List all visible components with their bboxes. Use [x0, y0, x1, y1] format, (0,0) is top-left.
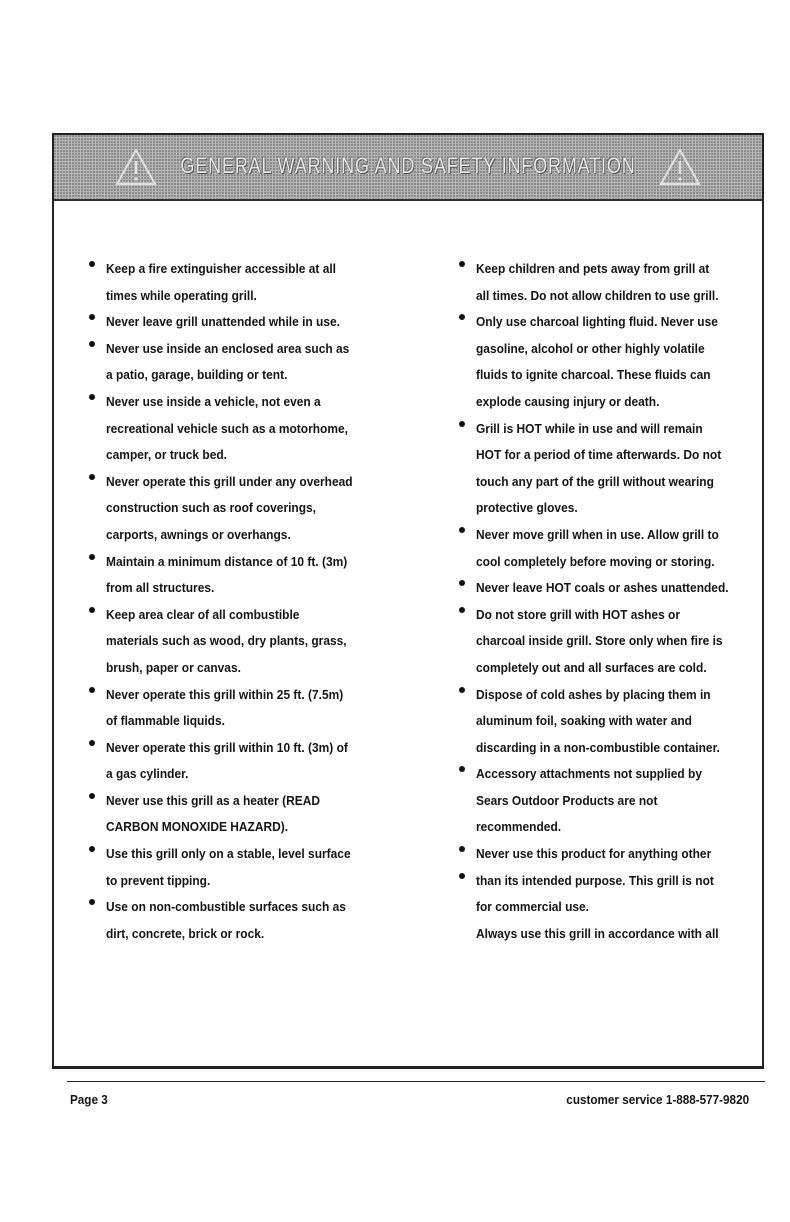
safety-item-text: Never use inside a vehicle, not even a recreational vehicle such as a motorhome, camper, or truck bed. — [106, 393, 348, 463]
safety-item-text: Never use this product for anything other — [476, 846, 712, 862]
safety-item — [86, 682, 386, 735]
safety-item — [456, 575, 756, 602]
bullet-icon — [89, 341, 95, 347]
safety-item — [456, 841, 756, 868]
safety-item-text: Keep children and pets away from grill at all times. Do not allow children to use grill. — [476, 261, 719, 303]
left-safety-list — [86, 256, 386, 947]
safety-item — [456, 602, 756, 682]
safety-item-text: Keep a fire extinguisher accessible at all times while operating grill. — [106, 261, 337, 303]
safety-info-panel — [52, 133, 764, 1069]
safety-item-text: Use this grill only on a stable, level surface to prevent tipping. — [106, 846, 351, 888]
safety-item — [86, 336, 386, 389]
bullet-icon — [89, 261, 95, 267]
safety-item-text: Never operate this grill within 10 ft. (3m) of a gas cylinder. — [106, 739, 348, 782]
safety-item — [456, 309, 756, 415]
safety-item — [86, 841, 386, 894]
safety-item — [456, 522, 756, 575]
bullet-icon — [89, 846, 95, 852]
bullet-icon — [89, 394, 95, 400]
bullet-icon — [459, 687, 465, 693]
safety-item — [456, 761, 756, 841]
bullet-icon — [459, 314, 465, 320]
customer-service-phone: customer service 1-888-577-9820 — [566, 1092, 749, 1107]
safety-item-text: than its intended purpose. This grill is not for commercial use. — [476, 872, 714, 915]
safety-item — [86, 309, 386, 336]
bullet-icon — [459, 580, 465, 586]
right-safety-list — [456, 256, 756, 947]
safety-item — [456, 256, 756, 309]
bullet-icon — [89, 740, 95, 746]
safety-item-text: Grill is HOT while in use and will remain HOT for a period of time afterwards. Do not touch any part of the grill without wearing protective gloves. — [476, 420, 722, 516]
bullet-icon — [459, 527, 465, 533]
safety-item-text: Maintain a minimum distance of 10 ft. (3m) from all structures. — [106, 553, 348, 596]
bullet-icon — [459, 873, 465, 879]
bullet-icon — [89, 314, 95, 320]
safety-item — [456, 921, 756, 948]
safety-item — [86, 469, 386, 549]
safety-item — [456, 416, 756, 522]
bullet-icon — [459, 607, 465, 613]
safety-item-text: Dispose of cold ashes by placing them in aluminum foil, soaking with water and discarding in a non-combustible container. — [476, 686, 720, 755]
bullet-icon — [459, 261, 465, 267]
safety-item-text: Never leave HOT coals or ashes unattended. — [476, 580, 729, 596]
safety-item — [86, 256, 386, 309]
bullet-icon — [89, 554, 95, 560]
safety-item-text: Never leave grill unattended while in use. — [106, 314, 340, 330]
safety-item-text: Never use this grill as a heater (READ CARBON MONOXIDE HAZARD). — [106, 792, 321, 835]
banner-title: GENERAL WARNING AND SAFETY INFORMATION — [180, 153, 636, 178]
safety-item — [456, 868, 756, 921]
safety-item-text: Never use inside an enclosed area such as a patio, garage, building or tent. — [106, 340, 350, 383]
safety-item — [86, 389, 386, 469]
bullet-icon — [459, 766, 465, 772]
bullet-icon — [89, 687, 95, 693]
safety-item-text: Accessory attachments not supplied by Sears Outdoor Products are not recommended. — [476, 766, 702, 835]
safety-item — [86, 735, 386, 788]
warning-triangle-icon — [658, 147, 702, 187]
safety-item-text: Do not store grill with HOT ashes or charcoal inside grill. Store only when fire is completely out and all surfaces are cold. — [476, 606, 723, 675]
bullet-icon — [459, 846, 465, 852]
safety-item-text: Use on non-combustible surfaces such as dirt, concrete, brick or rock. — [106, 899, 346, 941]
bullet-icon — [459, 421, 465, 427]
bullet-icon — [89, 899, 95, 905]
safety-item — [86, 788, 386, 841]
bullet-icon — [89, 474, 95, 480]
safety-item — [86, 549, 386, 602]
page-number: Page 3 — [70, 1092, 108, 1107]
safety-item-text: Always use this grill in accordance with all — [476, 925, 719, 941]
safety-item-text: Only use charcoal lighting fluid. Never use gasoline, alcohol or other highly volatile fluids to ignite charcoal. These fluids can explode causing injury or death. — [476, 314, 718, 409]
bullet-icon — [89, 607, 95, 613]
safety-item-text: Never move grill when in use. Allow grill to cool completely before moving or storing. — [476, 526, 719, 569]
footer-divider — [67, 1081, 765, 1082]
safety-item — [86, 602, 386, 682]
safety-item — [86, 894, 386, 947]
safety-item — [456, 682, 756, 762]
safety-item-text: Never operate this grill under any overhead construction such as roof coverings, carports, awnings or overhangs. — [106, 473, 353, 542]
safety-item-text: Never operate this grill within 25 ft. (7.5m) of flammable liquids. — [106, 686, 344, 729]
bullet-icon — [89, 793, 95, 799]
warning-banner — [54, 135, 762, 201]
safety-item-text: Keep area clear of all combustible materials such as wood, dry plants, grass, brush, paper or canvas. — [106, 606, 347, 675]
